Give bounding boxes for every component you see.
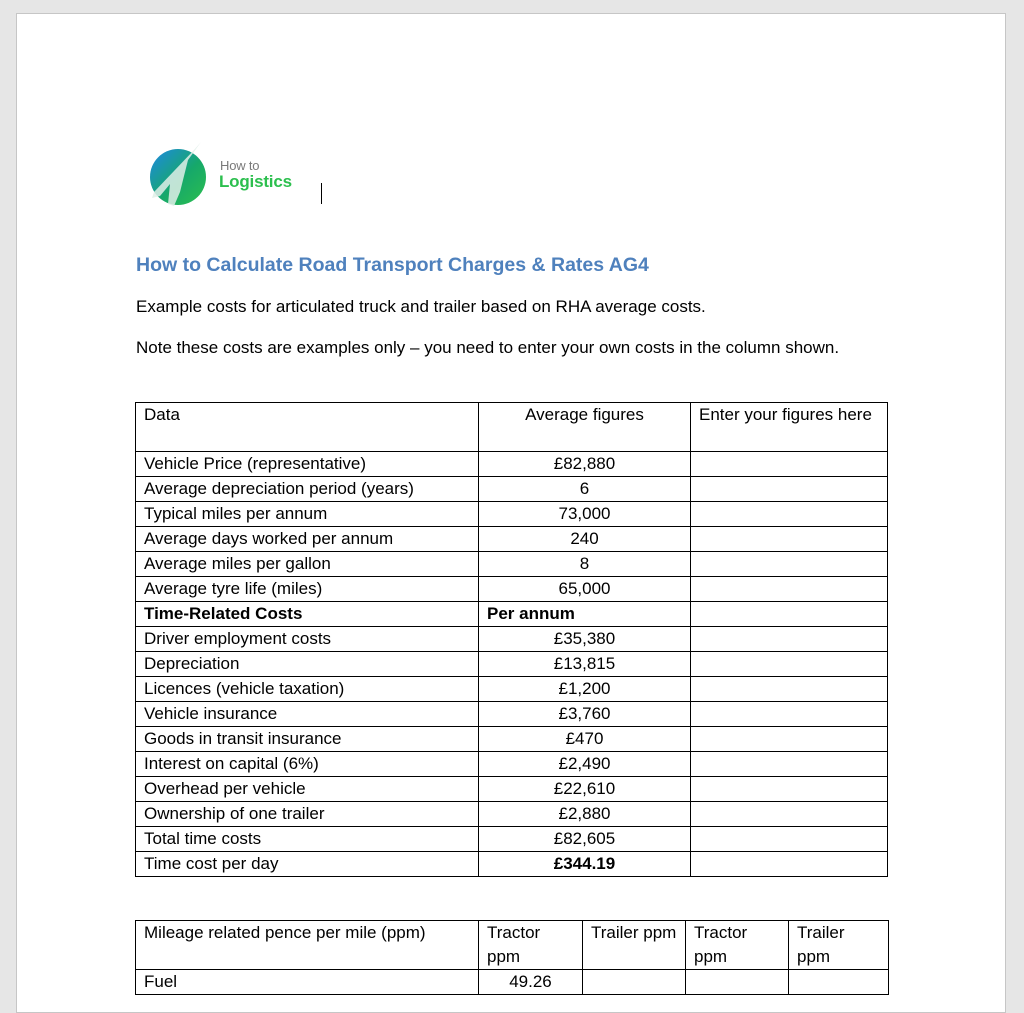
table-row <box>136 577 888 602</box>
your-figure-cell[interactable] <box>691 552 888 577</box>
row-label: Vehicle insurance <box>136 702 479 727</box>
text-cursor <box>321 183 322 204</box>
column-header-your-trailer-ppm: Trailer ppm <box>789 921 889 970</box>
row-label: Average depreciation period (years) <box>136 477 479 502</box>
your-figure-cell[interactable] <box>691 677 888 702</box>
average-value: £82,880 <box>479 452 691 477</box>
column-header-tractor-ppm: Tractor ppm <box>479 921 583 970</box>
logo-text-logistics: Logistics <box>219 172 292 191</box>
average-value: 240 <box>479 527 691 552</box>
table-row-total <box>136 852 888 877</box>
your-figure-cell[interactable] <box>691 602 888 627</box>
row-label: Depreciation <box>136 652 479 677</box>
column-header-data: Data <box>136 403 479 452</box>
your-figure-cell[interactable] <box>691 527 888 552</box>
how-to-logistics-logo <box>148 140 298 215</box>
section-label-time-related-costs: Time-Related Costs <box>136 602 479 627</box>
your-figure-cell[interactable] <box>691 852 888 877</box>
row-label: Fuel <box>136 970 479 995</box>
average-value: £35,380 <box>479 627 691 652</box>
compass-arrow-logo-icon <box>148 140 210 212</box>
table-row <box>136 502 888 527</box>
table-header-row <box>136 403 888 452</box>
your-figure-cell[interactable] <box>691 502 888 527</box>
table-row <box>136 452 888 477</box>
your-figure-cell[interactable] <box>691 652 888 677</box>
row-label: Average days worked per annum <box>136 527 479 552</box>
average-value: 65,000 <box>479 577 691 602</box>
table-row <box>136 970 889 995</box>
row-label: Average tyre life (miles) <box>136 577 479 602</box>
your-figure-cell[interactable] <box>691 777 888 802</box>
your-figure-cell[interactable] <box>691 452 888 477</box>
your-figure-cell[interactable] <box>691 802 888 827</box>
your-figure-cell[interactable] <box>691 752 888 777</box>
table-row <box>136 652 888 677</box>
your-figure-cell[interactable] <box>691 627 888 652</box>
table-header-row <box>136 921 889 970</box>
table-row <box>136 702 888 727</box>
time-cost-per-day-value: £344.19 <box>479 852 691 877</box>
section-header-row <box>136 602 888 627</box>
row-label: Driver employment costs <box>136 627 479 652</box>
average-value: £2,880 <box>479 802 691 827</box>
average-value: £13,815 <box>479 652 691 677</box>
row-label: Total time costs <box>136 827 479 852</box>
row-label: Ownership of one trailer <box>136 802 479 827</box>
average-value: £470 <box>479 727 691 752</box>
row-label: Goods in transit insurance <box>136 727 479 752</box>
row-label: Average miles per gallon <box>136 552 479 577</box>
table-row <box>136 802 888 827</box>
your-figure-cell[interactable] <box>691 727 888 752</box>
column-header-trailer-ppm: Trailer ppm <box>583 921 686 970</box>
column-header-your-figures: Enter your figures here <box>691 403 888 452</box>
column-header-mileage-related: Mileage related pence per mile (ppm) <box>136 921 479 970</box>
table-row <box>136 827 888 852</box>
row-label: Overhead per vehicle <box>136 777 479 802</box>
table-row <box>136 777 888 802</box>
average-value: 6 <box>479 477 691 502</box>
table-row <box>136 727 888 752</box>
note-paragraph: Note these costs are examples only – you need to enter your own costs in the column shown. <box>136 338 840 357</box>
table-row <box>136 677 888 702</box>
average-value: £22,610 <box>479 777 691 802</box>
average-value: £1,200 <box>479 677 691 702</box>
time-costs-table <box>135 402 888 877</box>
average-value: £82,605 <box>479 827 691 852</box>
average-value: £3,760 <box>479 702 691 727</box>
average-value: 73,000 <box>479 502 691 527</box>
average-value: £2,490 <box>479 752 691 777</box>
table-row <box>136 477 888 502</box>
your-figure-cell[interactable] <box>691 577 888 602</box>
table-row <box>136 552 888 577</box>
table-row <box>136 627 888 652</box>
average-value: 8 <box>479 552 691 577</box>
row-label: Licences (vehicle taxation) <box>136 677 479 702</box>
row-label: Typical miles per annum <box>136 502 479 527</box>
row-label: Vehicle Price (representative) <box>136 452 479 477</box>
section-label-per-annum: Per annum <box>479 602 691 627</box>
tractor-ppm-value: 49.26 <box>479 970 583 995</box>
table-row <box>136 752 888 777</box>
your-figure-cell[interactable] <box>691 702 888 727</box>
your-figure-cell[interactable] <box>691 827 888 852</box>
intro-paragraph: Example costs for articulated truck and trailer based on RHA average costs. <box>136 297 706 316</box>
page-title: How to Calculate Road Transport Charges & Rates AG4 <box>136 254 649 276</box>
row-label: Time cost per day <box>136 852 479 877</box>
logo-text-how-to: How to <box>220 158 260 173</box>
your-tractor-ppm-cell[interactable] <box>686 970 789 995</box>
your-trailer-ppm-cell[interactable] <box>789 970 889 995</box>
column-header-your-tractor-ppm: Tractor ppm <box>686 921 789 970</box>
trailer-ppm-value <box>583 970 686 995</box>
table-row <box>136 527 888 552</box>
mileage-costs-table <box>135 920 889 995</box>
row-label: Interest on capital (6%) <box>136 752 479 777</box>
column-header-average-figures: Average figures <box>479 403 691 452</box>
your-figure-cell[interactable] <box>691 477 888 502</box>
